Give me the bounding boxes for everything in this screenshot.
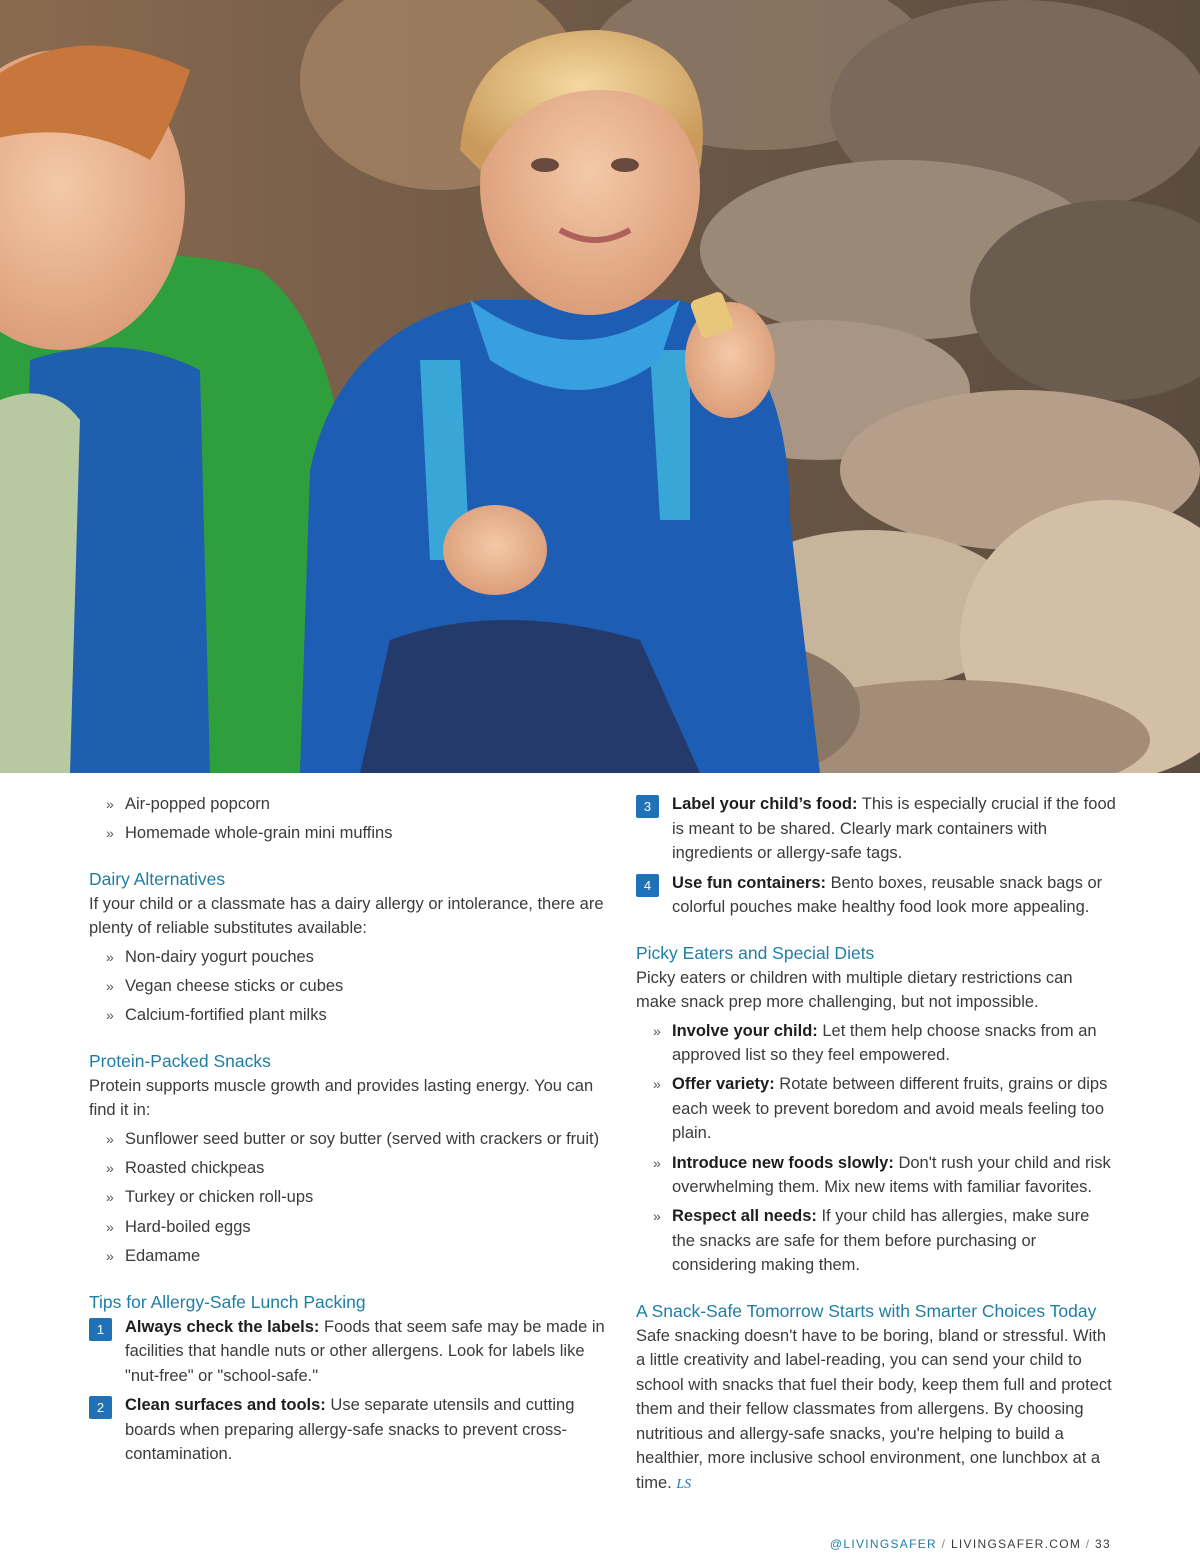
bullet-icon: » [653,1154,661,1171]
section-heading-dairy: Dairy Alternatives [89,868,226,889]
bullet-icon: » [106,1218,114,1235]
list-item: » Offer variety: Rotate between different fruits, grains or dips each week to prevent boredom and avoid meals feeling too plain. [636,1072,1116,1146]
protein-list [89,1127,609,1269]
list-item: » Introduce new foods slowly: Don't rush your child and risk overwhelming them. Mix new items with familiar favorites. [636,1151,1116,1200]
right-column [636,792,1116,1497]
list-item: » Calcium-fortified plant milks [89,1003,609,1028]
bullet-icon: » [653,1208,661,1225]
tip-text: Foods that seem safe may be made in facilities that handle nuts or other allergens. Look for labels like "nut-free" or "school-safe." [125,1317,605,1385]
footer-separator: / [1085,1537,1091,1551]
tip-text: This is especially crucial if the food is meant to be shared. Clearly mark containers with ingredients or allergy-safe tags. [672,795,1116,862]
section-intro-protein: Protein supports muscle growth and provides lasting energy. You can find it in: [89,1076,594,1120]
list-item: » Roasted chickpeas [89,1156,609,1181]
bullet-icon: » [106,796,114,812]
section-intro-dairy: If your child or a classmate has a dairy allergy or intolerance, there are plenty of reliable substitutes available: [89,894,604,938]
page-footer [830,1537,1111,1551]
list-item: » Edamame [89,1244,609,1269]
section-intro-picky: Picky eaters or children with multiple dietary restrictions can make snack prep more challenging, but not impossible. [636,968,1073,1011]
list-item: » Vegan cheese sticks or cubes [89,974,609,999]
hero-photo [0,0,1200,773]
bullet-icon: » [653,1022,661,1039]
snack-list-continued [89,792,609,846]
list-item: » Hard-boiled eggs [89,1215,609,1240]
picky-list [636,1019,1116,1278]
tips-list [89,1315,609,1467]
number-badge: 3 [636,795,659,818]
page-number: 33 [1095,1537,1111,1551]
dairy-list [89,945,609,1028]
tip-lead: Clean surfaces and tools: [125,1396,326,1415]
list-item: » Non-dairy yogurt pouches [89,945,609,970]
numbered-item [636,792,1116,866]
bullet-icon: » [653,1076,661,1093]
footer-separator: / [941,1537,947,1551]
bullet-icon: » [106,978,114,995]
bullet-icon: » [106,1007,114,1024]
list-item: » Sunflower seed butter or soy butter (served with crackers or fruit) [89,1127,609,1152]
section-heading-picky: Picky Eaters and Special Diets [636,942,875,963]
bullet-icon: » [106,1248,114,1265]
section-heading-protein: Protein-Packed Snacks [89,1050,271,1071]
number-badge: 2 [89,1396,112,1419]
bullet-icon: » [106,1189,114,1206]
section-heading-closing: A Snack-Safe Tomorrow Starts with Smarter Choices Today [636,1300,1097,1321]
bullet-icon: » [106,948,114,965]
number-badge: 1 [89,1318,112,1341]
bullet-icon: » [106,1130,114,1147]
number-badge: 4 [636,874,659,897]
list-item: » Respect all needs: If your child has allergies, make sure the snacks are safe for them before purchasing or considering making them. [636,1204,1116,1278]
social-handle: @LIVINGSAFER [829,1537,938,1551]
closing-paragraph: Safe snacking doesn't have to be boring, bland or stressful. With a little creativity and label-reading, you can send your child to school with snacks that fuel their body, keep them full and protect them and their fellow classmates from allergens. By choosing nutritious and allergy-safe snacks, you're helping to build a healthier, more inclusive school environment, one lunchbox at a time. LS [636,1326,1112,1492]
list-item: » Turkey or chicken roll-ups [89,1185,609,1210]
list-item: » Involve your child: Let them help choose snacks from an approved list so they feel empowered. [636,1019,1116,1068]
site-url: LIVINGSAFER.COM [950,1537,1082,1551]
tip-lead: Label your child’s food: [672,795,858,813]
tips-list-continued [636,792,1116,920]
list-item: » Homemade whole-grain mini muffins [89,821,609,846]
bullet-icon: » [106,1160,114,1177]
tip-text: Bento boxes, reusable snack bags or colorful pouches make healthy food look more appealing. [672,873,1103,916]
hero-photo-illustration [0,0,1200,773]
numbered-item [636,871,1116,920]
section-heading-tips: Tips for Allergy-Safe Lunch Packing [89,1291,366,1312]
end-mark-logo: LS [676,1476,692,1492]
numbered-item [89,1393,609,1467]
left-column [89,792,609,1472]
tip-lead: Always check the labels: [125,1317,320,1336]
list-item: » Air-popped popcorn [89,792,609,817]
numbered-item [89,1315,609,1389]
bullet-icon: » [106,825,114,842]
tip-lead: Use fun containers: [672,873,827,892]
tip-text: Use separate utensils and cutting boards when preparing allergy-safe snacks to prevent cross-contamination. [125,1396,575,1464]
